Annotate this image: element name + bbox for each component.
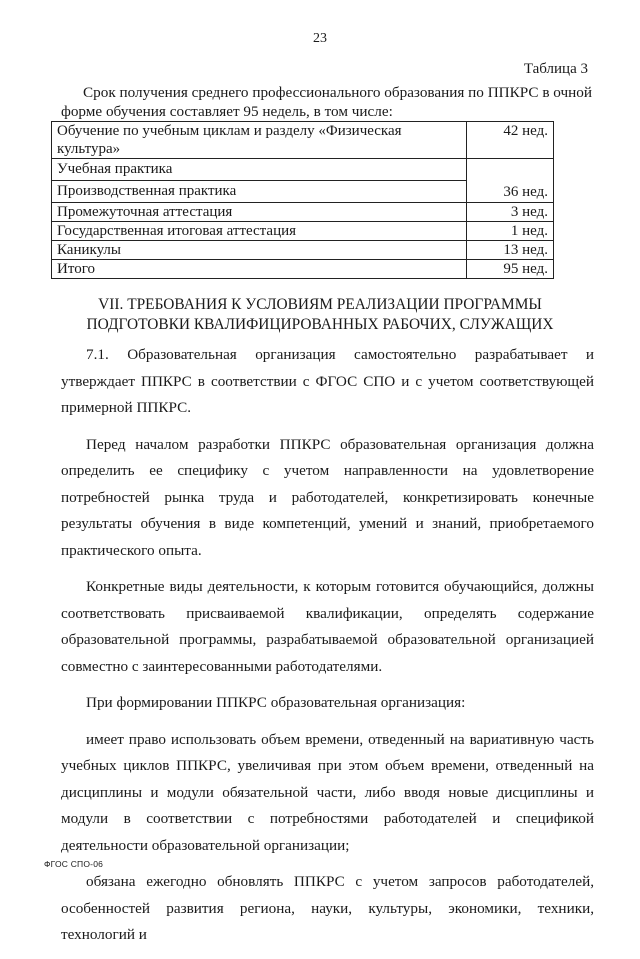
table-cell-value: 13 нед. [467, 241, 554, 260]
section-title-line: VII. ТРЕБОВАНИЯ К УСЛОВИЯМ РЕАЛИЗАЦИИ ПРОГРАММЫ [98, 296, 542, 313]
paragraph: имеет право использовать объем времени, отведенный на вариативную часть учебных циклов ППКРС, увеличивая при этом объем времени, отведенный на дисциплины и модули обязательной части, либо вводя новые дисциплины и модули в соответствии с потребностями работодателей и спецификой деятельности образовательной организации; [61, 730, 594, 854]
table-intro-text [61, 83, 592, 121]
table-subcell-label: Учебная практика [57, 161, 173, 177]
table-cell-value: 3 нед. [467, 203, 554, 222]
table-cell-label-group [52, 159, 467, 203]
table-cell-value: 36 нед. [467, 159, 554, 203]
table-row [52, 241, 554, 260]
paragraph: Перед началом разработки ППКРС образовательная организация должна определить ее специфику с учетом направленности на удовлетворение потребностей рынка труда и работодателей, конкретизировать конечные результаты обучения в виде компетенций, умений и знаний, приобретаемого практического опыта. [61, 435, 594, 559]
paragraph: При формировании ППКРС образовательная организация: [86, 694, 466, 711]
paragraph: Конкретные виды деятельности, к которым готовится обучающийся, должны соответствовать присваиваемой квалификации, определять содержание образовательной программы, разрабатываемой образовательной организацией совместно с заинтересованными работодателями. [61, 578, 594, 675]
table-cell-label: Обучение по учебным циклам и разделу «Физическая культура» [52, 122, 467, 159]
footer-doc-code: ФГОС СПО-06 [44, 859, 104, 869]
table-caption: Таблица 3 [523, 61, 588, 77]
table-row [52, 203, 554, 222]
table-cell-value: 42 нед. [467, 122, 554, 159]
table-row [52, 159, 554, 203]
section-title-line: ПОДГОТОВКИ КВАЛИФИЦИРОВАННЫХ РАБОЧИХ, СЛУЖАЩИХ [86, 316, 554, 333]
body-text [61, 342, 594, 959]
table-cell-value: 1 нед. [467, 222, 554, 241]
table-row [52, 222, 554, 241]
paragraph: обязана ежегодно обновлять ППКРС с учетом запросов работодателей, особенностей развития региона, науки, культуры, экономики, техники, технологий и [61, 873, 594, 943]
table-row [52, 122, 554, 159]
table-cell-label: Каникулы [52, 241, 467, 260]
table-cell-value: 95 нед. [467, 260, 554, 279]
table-subcell-label: Производственная практика [52, 180, 466, 202]
study-duration-table [51, 121, 554, 279]
section-title [0, 295, 640, 335]
page-number: 23 [313, 31, 327, 46]
table-cell-label: Промежуточная аттестация [52, 203, 467, 222]
table-row [52, 260, 554, 279]
table-cell-label: Итого [52, 260, 467, 279]
paragraph: 7.1. Образовательная организация самостоятельно разрабатывает и утверждает ППКРС в соответствии с ФГОС СПО и с учетом соответствующей примерной ППКРС. [61, 346, 594, 416]
intro-text: Срок получения среднего профессионального образования по ППКРС в очной форме обучения составляет 95 недель, в том числе: [61, 84, 592, 120]
table-cell-label: Государственная итоговая аттестация [52, 222, 467, 241]
